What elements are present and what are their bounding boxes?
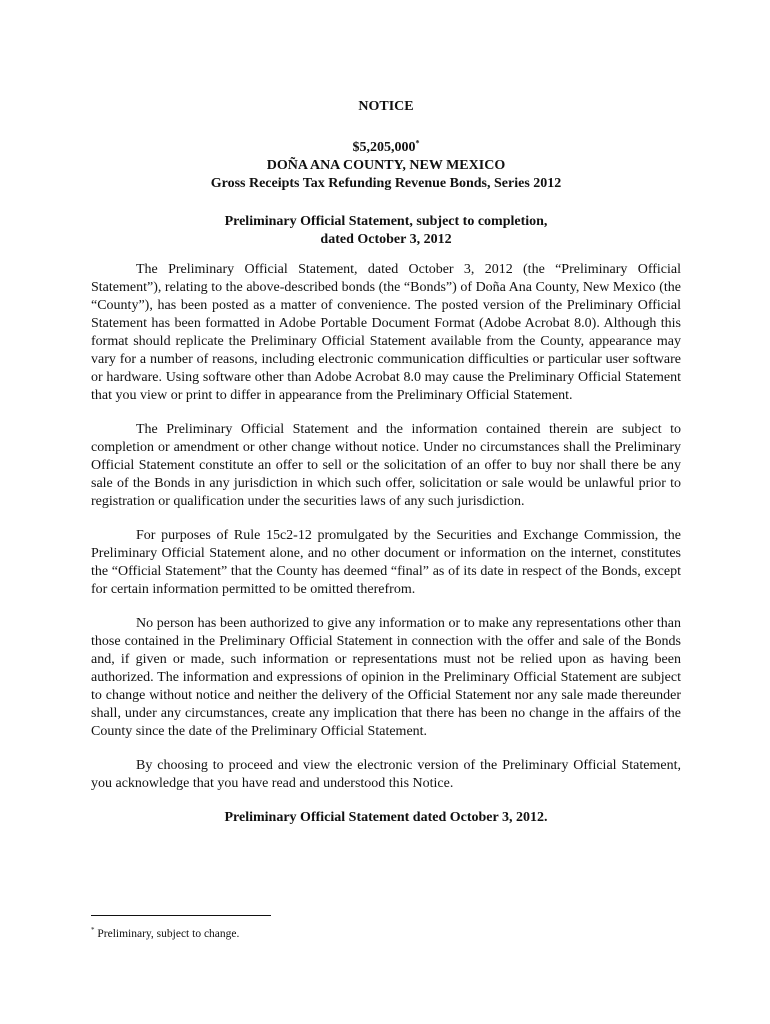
bond-amount bbox=[91, 139, 681, 157]
bond-amount-value: $5,205,000 bbox=[352, 140, 416, 155]
footnote bbox=[91, 927, 239, 941]
notice-title: NOTICE bbox=[358, 99, 414, 114]
paragraph-rule-15c2-12: For purposes of Rule 15c2-12 promulgated by the Securities and Exchange Commission, the Preliminary Official Statement alone, and no other document or information on the internet, constitutes the “Official Statement” that the County has deemed “final” as of its date in respect of the Bonds, except for certain information permitted to be omitted therefrom. bbox=[91, 528, 681, 597]
bond-heading bbox=[91, 139, 681, 193]
footnote-divider bbox=[91, 915, 271, 916]
paragraph-posting-format: The Preliminary Official Statement, dated October 3, 2012 (the “Preliminary Official Statement”), relating to the above-described bonds (the “Bonds”) of Doña Ana County, New Mexico (the “County”), has been posted as a matter of convenience. The posted version of the Preliminary Official Statement has been formatted in Adobe Portable Document Format (Adobe Acrobat 8.0). Although this format should replicate the Preliminary Official Statement available from the County, appearance may vary for a number of reasons, including electronic communication difficulties or particular user software or hardware. Using software other than Adobe Acrobat 8.0 may cause the Preliminary Official Statement that you view or print to differ in appearance from the Preliminary Official Statement. bbox=[91, 262, 681, 403]
issuer-name: DOÑA ANA COUNTY, NEW MEXICO bbox=[266, 158, 506, 173]
notice-document bbox=[91, 98, 681, 827]
pos-subheading-line-1: Preliminary Official Statement, subject to completion, bbox=[224, 214, 548, 229]
closing-statement: Preliminary Official Statement dated October 3, 2012. bbox=[224, 810, 548, 825]
paragraph-subject-to-completion: The Preliminary Official Statement and the information contained therein are subject to completion or amendment or other change without notice. Under no circumstances shall the Preliminary Official Statement constitute an offer to sell or the solicitation of an offer to buy nor shall there be any sale of the Bonds in any jurisdiction in which such offer, solicitation or sale would be unlawful prior to registration or qualification under the securities laws of any such jurisdiction. bbox=[91, 422, 681, 509]
pos-subheading bbox=[91, 213, 681, 249]
bond-series-title: Gross Receipts Tax Refunding Revenue Bonds, Series 2012 bbox=[210, 176, 562, 191]
footnote-text: Preliminary, subject to change. bbox=[97, 928, 240, 940]
pos-subheading-line-2: dated October 3, 2012 bbox=[320, 232, 452, 247]
paragraph-no-representations: No person has been authorized to give any information or to make any representations other than those contained in the Preliminary Official Statement in connection with the offer and sale of the Bonds and, if given or made, such information or representations must not be relied upon as having been authorized. The information and expressions of opinion in the Preliminary Official Statement are subject to change without notice and neither the delivery of the Official Statement nor any sale made thereunder shall, under any circumstances, create any implication that there has been no change in the affairs of the County since the date of the Preliminary Official Statement. bbox=[91, 616, 681, 739]
paragraph-acknowledgement: By choosing to proceed and view the electronic version of the Preliminary Official Statement, you acknowledge that you have read and understood this Notice. bbox=[91, 758, 681, 791]
bond-amount-footnote-marker: * bbox=[415, 138, 420, 148]
footnote-marker: * bbox=[91, 926, 95, 935]
